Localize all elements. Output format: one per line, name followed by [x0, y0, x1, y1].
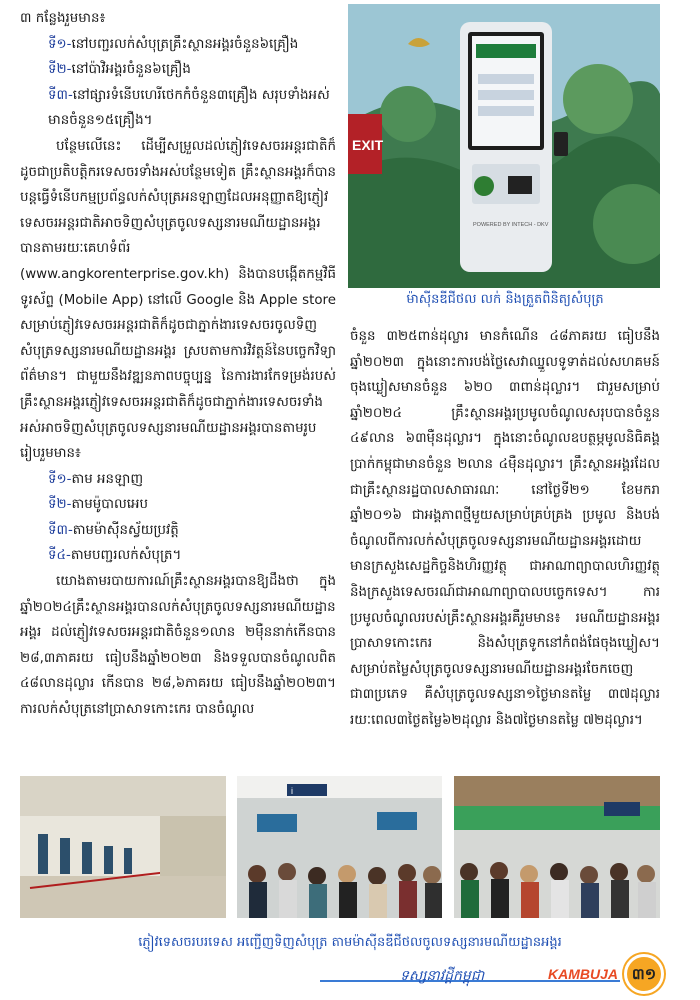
- exit-sign: EXIT: [352, 137, 384, 153]
- intro-line: ៣ កន្លែងរួមមាន៖: [20, 11, 106, 26]
- method-item-3: [48, 518, 336, 544]
- paragraph-1: បន្ថែមលើនេះ ដើម្បីសម្រួលដល់ភ្ញៀវទេសចរអន្តរជាតិក៏ដូចជាប្រតិបត្តិករទេសចរទាំងអស់បន្ថែមទៀត គ្រឹះស្ថានអង្គរក៏បានបន្តធ្វើទំនើបកម្មប្រព័ន្ធលក់សំបុត្រអនឡាញដែលអនុញ្ញាតឱ្យភ្ញៀវទេសចរអន្តរជាតិអាចទិញសំបុត្រចូលទស្សនារមណីយដ្ឋានអង្គរបានតាមរយៈគេហទំព័រ (www.angkorenterprise.gov.kh) និងបានបង្កើតកម្មវិធីទូរស័ព្ទ (Mobile App) នៅលើ Google និង Apple store សម្រាប់ភ្ញៀវទេសចរអន្តរជាតិក៏ដូចជាភ្នាក់ងារទេសចរចូលទិញសំបុត្រទស្សនារមណីយដ្ឋានអង្គរ ស្របតាមការវិវត្តន៍នៃបច្ចេកវិទ្យាព័ត៌មាន។ ជាមួយនឹងវឌ្ឍនភាពបច្ចុប្បន្ន នៃការងារកែទម្រង់របស់គ្រឹះស្ថានអង្គរភ្ញៀវទេសចរអន្តរជាតិក៏ដូចជាភ្នាក់ងារទេសចរទាំងអស់អាចទិញសំបុត្រចូលទស្សនារមណីយដ្ឋានអង្គរបានតាមរូបរៀបរួមមាន៖: [20, 138, 336, 462]
- list-text: នៅប៉ាវិអង្គរចំនួន៦គ្រឿង: [71, 62, 191, 78]
- list-number: ទី២-: [48, 497, 72, 513]
- list-number: ទី២-: [48, 62, 72, 78]
- brand-name: KAMBUJA: [548, 966, 618, 982]
- page-number: ៣១: [624, 954, 664, 994]
- list-number: ទី៣-: [48, 522, 73, 538]
- locations-list: [20, 32, 336, 134]
- list-number: ទី១-: [48, 36, 72, 52]
- location-item-2: [48, 57, 336, 83]
- left-column: [20, 6, 336, 723]
- list-text: តាមម៉ូបាលអេប: [71, 497, 148, 513]
- location-item-3: [48, 83, 336, 134]
- magazine-name: ទស្សនាវដ្តីកម្ពុជា: [400, 968, 485, 984]
- list-number: ទី៤-: [48, 548, 71, 564]
- queue-illustration-2: [454, 776, 660, 918]
- list-text: តាមម៉ាស៊ីនស្វ័យប្រវត្តិ: [72, 522, 179, 538]
- list-text: តាមបញ្ជរលក់សំបុត្រ។: [70, 548, 182, 564]
- bottom-caption: ភ្ញៀវទេសចរបរទេស អញ្ជើញទិញសំបុត្រ តាមម៉ាស៊ីនឌីជីថលចូលទស្សនារមណីយដ្ឋានអង្គរ: [138, 935, 562, 950]
- list-number: ទី៣-: [48, 87, 73, 103]
- list-text: នៅផ្សារទំនើបហេរីថេកកំចំនួន៣គ្រឿង សរុបទាំងអស់មានចំនួន១៥គ្រឿង។: [48, 87, 330, 129]
- location-item-1: [48, 32, 336, 58]
- method-item-1: [48, 467, 336, 493]
- kiosk-row-illustration: [20, 776, 226, 918]
- queue-photo-1: [237, 776, 442, 918]
- paragraph-3: ចំនួន ៣២៥ពាន់ដុល្លារ មានកំណើន ៤៨ភាគរយ ធៀបនឹងឆ្នាំ២០២៣ ក្នុងនោះការបង់ថ្លៃសេវាឈ្នួលទូទាត់ដល់សហគមន៍ចុងឃ្លៀសមានចំនួន ៦២០ ៣ពាន់ដុល្លារ។ ជារួមសម្រាប់ឆ្នាំ២០២៤ គ្រឹះស្ថានអង្គរប្រមូលចំណូលសរុបបានចំនួន ៤៩លាន ៦៣ម៉ឺនដុល្លារ។ ក្នុងនោះចំណូលឧបត្ថម្ភមូលនិធិគង្គប្រាក់កម្ពុជាមានចំនួន ២លាន ៤ម៉ឺនដុល្លារ។ គ្រឹះស្ថានអង្គរដែលជាគ្រឹះស្ថានរដ្ឋបាលសាធារណៈ នៅថ្ងៃទី២១ ខែមករា ឆ្នាំ២០១៦ ជាអង្គភាពថ្មីមួយសម្រាប់គ្រប់គ្រង ប្រមូល និងបង់ចំណូលពីការលក់សំបុត្រចូលទស្សនារមណីយដ្ឋានអង្គរដោយមានក្រសួងសេដ្ឋកិច្ចនិងហិរញ្ញវត្ថុ ជាអាណាព្យាបាលហិរញ្ញវត្ថុ និងក្រសួងទេសចរណ៍ជាអាណាព្យាបាលបច្ចេកទេស។ ការប្រមូលចំណូលរបស់គ្រឹះស្ថានអង្គរគឺរួមមាន៖ រមណីយដ្ឋានអង្គរ ប្រាសាទកោះកេរ និងសំបុត្រទូកនៅកំពង់ផែចុងឃ្លៀស។ សម្រាប់តម្លៃសំបុត្រចូលទស្សនារមណីយដ្ឋានអង្គរចែកចេញជា៣ប្រភេទ គឺសំបុត្រចូលទស្សនា១ថ្ងៃមានតម្លៃ ៣៧ដុល្លារ រយៈពេល៣ថ្ងៃតម្លៃ៦២ដុល្លារ និង៧ថ្ងៃមានតម្លៃ ៧២ដុល្លារ។: [350, 329, 660, 728]
- methods-list: [20, 467, 336, 569]
- paragraph-2: យោងតាមរបាយការណ៍គ្រឹះស្ថានអង្គរបានឱ្យដឹងថា ក្នុងឆ្នាំ២០២៤គ្រឹះស្ថានអង្គរបានលក់សំបុត្រចូលទស្សនារមណីយដ្ឋានអង្គរ ដល់ភ្ញៀវទេសចរអន្តរជាតិចំនួន១លាន ២ម៉ឺននាក់កើនបាន ២៨,៣ភាគរយ ធៀបនឹងឆ្នាំ២០២៣ និងទទួលបានចំណូលពិត ៤៨លានដុល្លារ កើនបាន ២៨,៦ភាគរយ ធៀបនឹងឆ្នាំ២០២៣។ ការលក់សំបុត្រនៅប្រាសាទកោះកេរ បានចំណូល: [20, 574, 336, 718]
- queue-photo-2: [454, 776, 660, 918]
- method-item-4: [48, 543, 336, 569]
- list-number: ទី១-: [48, 471, 72, 487]
- info-sign: i: [291, 786, 293, 796]
- queue-illustration-1: [237, 776, 442, 918]
- kiosk-illustration: [348, 4, 660, 288]
- kiosk-brand: POWERED BY INTECH - DKV: [473, 222, 549, 228]
- kiosk-row-photo: [20, 776, 226, 918]
- method-item-2: [48, 492, 336, 518]
- list-text: នៅបញ្ជរលក់សំបុត្រគ្រឹះស្ថានអង្គរចំនួន៦គ្រឿង: [71, 36, 299, 52]
- list-text: តាម អនឡាញ: [71, 471, 144, 487]
- kiosk-caption: ម៉ាស៊ីនឌីជីថល លក់ និងត្រួតពិនិត្យសំបុត្រ: [406, 292, 604, 307]
- kiosk-photo: [348, 4, 660, 288]
